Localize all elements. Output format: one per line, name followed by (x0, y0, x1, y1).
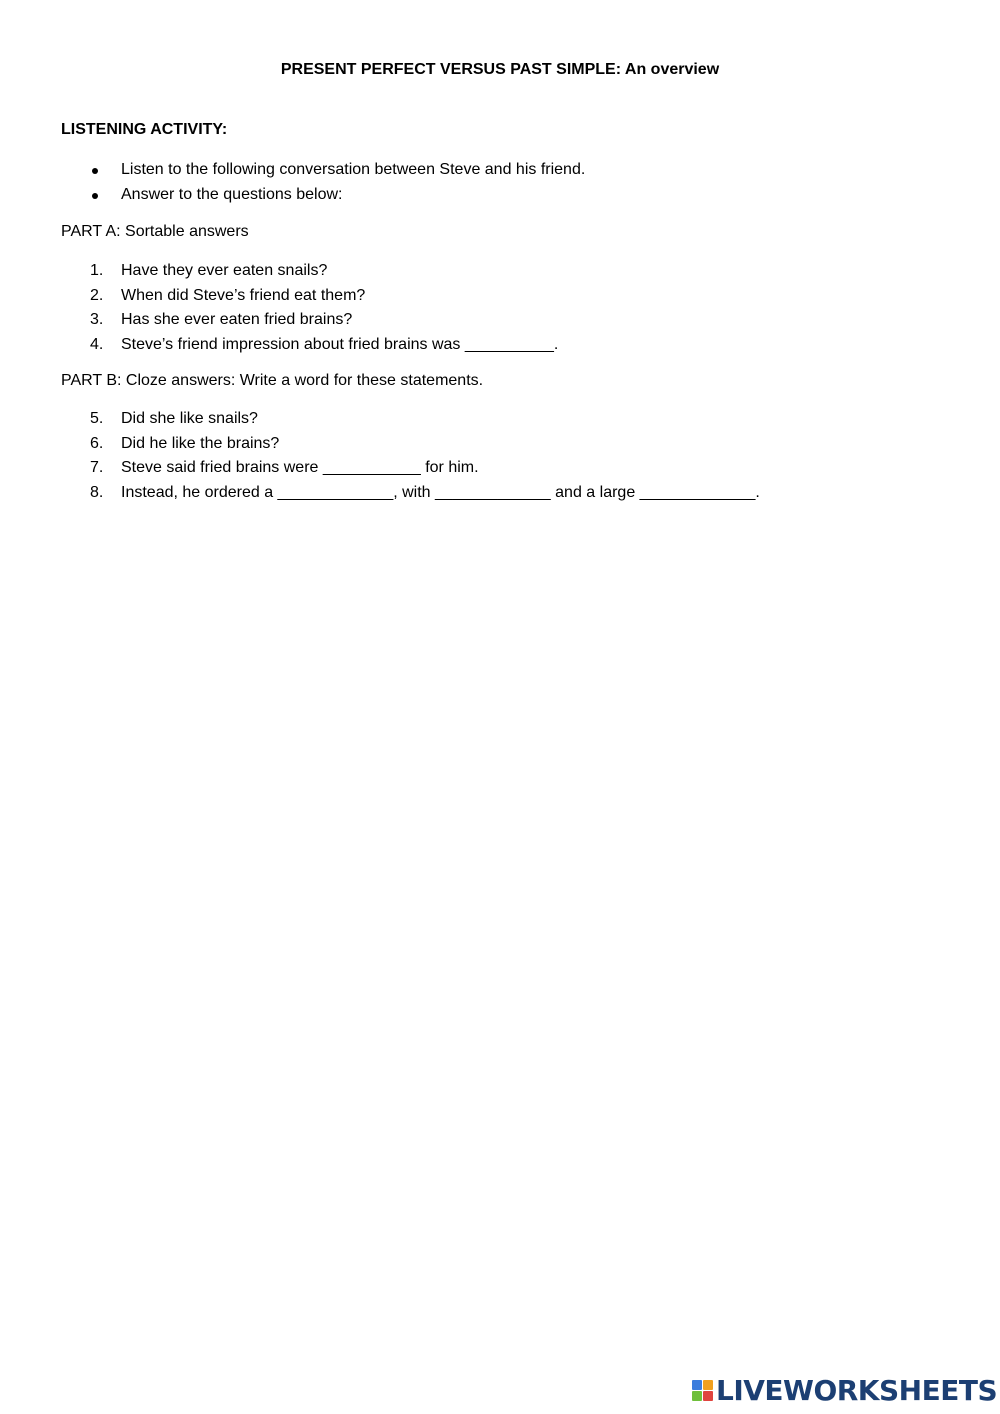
question-text: Has she ever eaten fried brains? (121, 311, 353, 328)
question-number: 8. (90, 483, 104, 501)
logo-tile-icon (703, 1391, 713, 1401)
question-text: Instead, he ordered a _____________, with _____________ and a large _____________. (121, 483, 760, 501)
instruction-text: Listen to the following conversation between Steve and his friend. (121, 161, 586, 178)
question-text: When did Steve’s friend eat them? (121, 286, 366, 304)
logo-tile-icon (703, 1380, 713, 1390)
logo-mark-icon (692, 1380, 713, 1401)
question-number: 2. (90, 286, 104, 304)
bullet-icon (92, 168, 98, 174)
instruction-text: Answer to the questions below: (121, 185, 343, 203)
bullet-icon (92, 193, 98, 199)
question-number: 1. (90, 262, 104, 279)
liveworksheets-logo (692, 1374, 997, 1406)
section-heading: LISTENING ACTIVITY: (61, 121, 228, 138)
page-title: PRESENT PERFECT VERSUS PAST SIMPLE: An overview (280, 61, 720, 78)
question-text: Steve’s friend impression about fried brains was __________. (121, 335, 559, 353)
question-number: 7. (90, 459, 104, 476)
logo-tile-icon (692, 1380, 702, 1390)
question-text: Did he like the brains? (121, 434, 280, 452)
logo-tile-icon (692, 1391, 702, 1401)
logo-text: LIVEWORKSHEETS (716, 1373, 998, 1407)
question-number: 6. (90, 434, 104, 452)
question-text: Have they ever eaten snails? (121, 262, 328, 279)
question-number: 5. (90, 410, 104, 427)
question-number: 3. (90, 311, 104, 328)
part-b-label: PART B: Cloze answers: Write a word for these statements. (61, 372, 484, 389)
question-text: Did she like snails? (121, 410, 258, 427)
part-a-label: PART A: Sortable answers (61, 223, 249, 240)
question-number: 4. (90, 335, 104, 353)
question-text: Steve said fried brains were ___________ for him. (121, 459, 479, 476)
